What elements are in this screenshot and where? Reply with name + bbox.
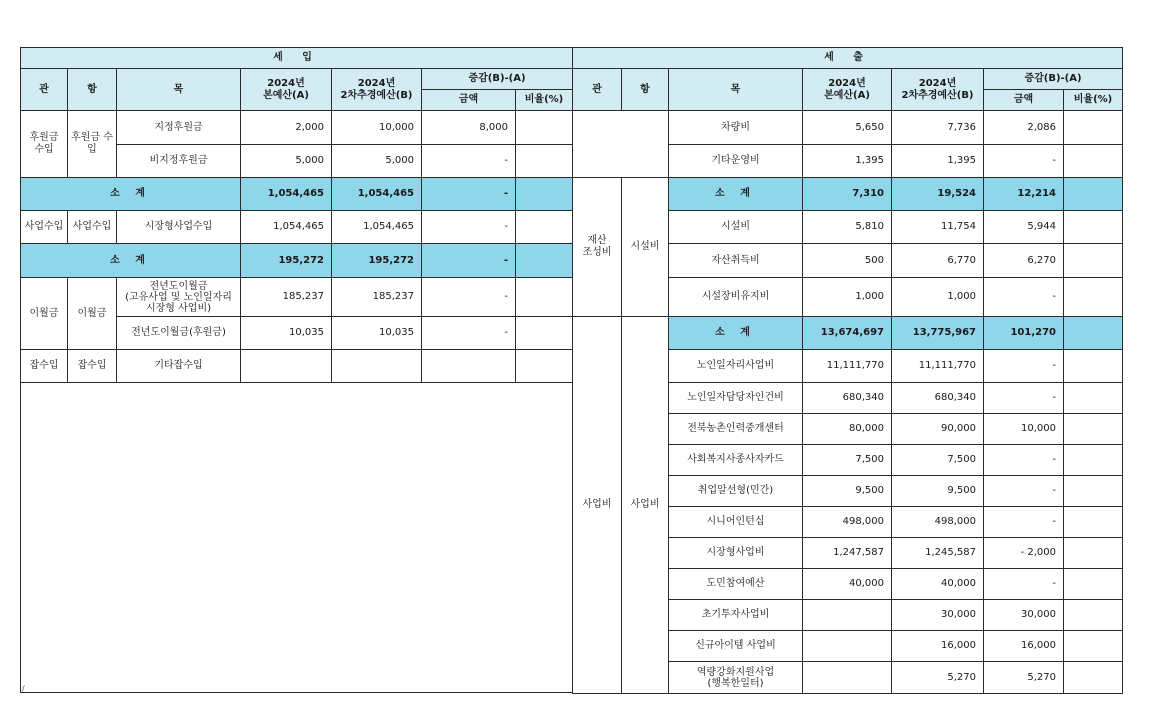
cell-amount: 2,086 (984, 111, 1064, 145)
cell-ratio (1064, 278, 1123, 317)
cell-mok: 시설장비유지비 (669, 278, 803, 317)
cell-hang: 잡수입 (68, 350, 117, 383)
cell-budget-b: 1,000 (892, 278, 984, 317)
cell-budget-b: 13,775,967 (892, 317, 984, 350)
cell-budget-b: 1,395 (892, 145, 984, 178)
cell-budget-a: 7,310 (803, 178, 892, 211)
cell-amount: - (422, 145, 516, 178)
cell-budget-a: 5,000 (241, 145, 332, 178)
cell-budget-b: 6,770 (892, 244, 984, 278)
cell-budget-b: 185,237 (332, 278, 422, 317)
cell-amount: 101,270 (984, 317, 1064, 350)
col-budget-b-line1: 2024년 (918, 77, 957, 89)
cell-budget-b: 40,000 (892, 569, 984, 600)
cell-amount: - (984, 476, 1064, 507)
cell-budget-a: 40,000 (803, 569, 892, 600)
cell-ratio (1064, 244, 1123, 278)
col-budget-a-line1: 2024년 (828, 77, 866, 89)
empty-cell (21, 383, 573, 693)
cell-mok: 전년도이월금(후원금) (117, 317, 241, 350)
cell-ratio (1064, 350, 1123, 383)
cell-gwan: 후원금 수입 (21, 111, 68, 178)
col-ratio: 비율(%) (516, 90, 573, 111)
col-ratio: 비율(%) (1064, 90, 1123, 111)
cell-mok: 시장형사업수입 (117, 211, 241, 244)
table-row (21, 350, 573, 383)
subtotal-label: 소 계 (669, 317, 803, 350)
col-hang: 항 (622, 69, 669, 111)
cell-gwan: 사업수입 (21, 211, 68, 244)
expense-title: 세 출 (573, 48, 1123, 69)
cell-budget-b: 5,270 (892, 662, 984, 694)
cell-budget-a (803, 600, 892, 631)
cell-ratio (1064, 211, 1123, 244)
cell-mok-line2: (고유사업 및 노인일자리 (125, 291, 232, 303)
cell-budget-a: 1,247,587 (803, 538, 892, 569)
cell-budget-b: 1,245,587 (892, 538, 984, 569)
cell-mok (669, 662, 803, 694)
cell-budget-a: 10,035 (241, 317, 332, 350)
cell-hang: 이월금 (68, 278, 117, 350)
col-budget-a (803, 69, 892, 111)
empty-area (21, 383, 573, 693)
cell-budget-b: 7,500 (892, 445, 984, 476)
subtotal-row (573, 178, 1123, 211)
cell-budget-b: 1,054,465 (332, 211, 422, 244)
col-budget-a (241, 69, 332, 111)
cell-budget-b (332, 350, 422, 383)
col-budget-a-line1: 2024년 (267, 77, 305, 89)
cell-budget-b: 9,500 (892, 476, 984, 507)
table-row (21, 278, 573, 317)
cell-mok (117, 278, 241, 317)
cell-mok: 신규아이템 사업비 (669, 631, 803, 662)
cell-budget-b: 11,754 (892, 211, 984, 244)
cell-amount: 10,000 (984, 414, 1064, 445)
cell-mok: 사회복지사종사자카드 (669, 445, 803, 476)
col-diff: 증감(B)-(A) (984, 69, 1123, 90)
cell-budget-b: 7,736 (892, 111, 984, 145)
cell-ratio (516, 244, 573, 278)
cell-mok: 노인일자담당자인건비 (669, 383, 803, 414)
cell-mok: 취업알선형(민간) (669, 476, 803, 507)
income-table (20, 47, 573, 693)
table-row (573, 111, 1123, 145)
cell-gwan: 재산 조성비 (573, 178, 622, 317)
cell-budget-a: 11,111,770 (803, 350, 892, 383)
cell-ratio (1064, 569, 1123, 600)
cell-amount: 5,270 (984, 662, 1064, 694)
cell-mok: 비지정후원금 (117, 145, 241, 178)
cell-budget-a: 1,054,465 (241, 178, 332, 211)
cell-ratio (1064, 662, 1123, 694)
cell-ratio (1064, 631, 1123, 662)
cell-budget-b: 10,035 (332, 317, 422, 350)
col-budget-b-line2: 2차추경예산(B) (901, 89, 974, 101)
cell-amount: 8,000 (422, 111, 516, 145)
cell-budget-b: 19,524 (892, 178, 984, 211)
cell-hang: 사업수입 (68, 211, 117, 244)
cell-amount: - (422, 244, 516, 278)
cell-budget-b: 11,111,770 (892, 350, 984, 383)
cell-budget-a: 9,500 (803, 476, 892, 507)
cell-budget-b: 195,272 (332, 244, 422, 278)
cell-amount: - (984, 507, 1064, 538)
cell-ratio (1064, 383, 1123, 414)
cell-budget-b: 16,000 (892, 631, 984, 662)
cell-mok: 기타운영비 (669, 145, 803, 178)
subtotal-label: 소 계 (21, 178, 241, 211)
subtotal-label: 소 계 (21, 244, 241, 278)
cell-mok: 시니어인턴십 (669, 507, 803, 538)
cell-budget-b: 1,054,465 (332, 178, 422, 211)
cell-ratio (516, 145, 573, 178)
cell-mok-line3: 시장형 사업비) (145, 302, 212, 314)
cell-gwan: 사업비 (573, 317, 622, 694)
cell-ratio (1064, 414, 1123, 445)
table-row (21, 211, 573, 244)
col-hang: 항 (68, 69, 117, 111)
cell-budget-a: 1,054,465 (241, 211, 332, 244)
cell-ratio (516, 317, 573, 350)
cell-budget-a: 498,000 (803, 507, 892, 538)
cell-budget-b: 90,000 (892, 414, 984, 445)
col-budget-b (892, 69, 984, 111)
cell-ratio (516, 178, 573, 211)
cell-amount: - (984, 350, 1064, 383)
table-row (21, 111, 573, 145)
cell-amount: - (422, 178, 516, 211)
col-budget-b (332, 69, 422, 111)
expense-table (572, 47, 1123, 694)
budget-sheet (20, 47, 1122, 694)
col-gwan: 관 (21, 69, 68, 111)
cell-ratio (1064, 178, 1123, 211)
cell-ratio (1064, 600, 1123, 631)
income-title: 세 입 (21, 48, 573, 69)
cell-mok-line1: 전년도이월금 (149, 280, 208, 292)
cell-mok: 시설비 (669, 211, 803, 244)
cell-ratio (1064, 111, 1123, 145)
cell-hang: 사업비 (622, 317, 669, 694)
col-gwan: 관 (573, 69, 622, 111)
cell-budget-a: 80,000 (803, 414, 892, 445)
cell-budget-a: 185,237 (241, 278, 332, 317)
cell-amount (422, 350, 516, 383)
cell-ratio (1064, 445, 1123, 476)
cell-ratio (516, 111, 573, 145)
cell-amount: 5,944 (984, 211, 1064, 244)
cell-ratio (1064, 507, 1123, 538)
col-diff: 증감(B)-(A) (422, 69, 573, 90)
cell-amount: - (422, 317, 516, 350)
cell-budget-a: 1,395 (803, 145, 892, 178)
cell-mok: 전북농촌인력중개센터 (669, 414, 803, 445)
col-mok: 목 (117, 69, 241, 111)
cell-amount: - (984, 278, 1064, 317)
cell-amount: - (422, 278, 516, 317)
col-mok: 목 (669, 69, 803, 111)
cell-budget-b: 5,000 (332, 145, 422, 178)
cell-ratio (1064, 145, 1123, 178)
cell-mok: 노인일자리사업비 (669, 350, 803, 383)
cell-budget-a: 1,000 (803, 278, 892, 317)
subtotal-label: 소 계 (669, 178, 803, 211)
col-budget-a-line2: 본예산(A) (263, 89, 309, 101)
cell-gwan: 잡수입 (21, 350, 68, 383)
cell-amount: 12,214 (984, 178, 1064, 211)
cell-budget-b: 498,000 (892, 507, 984, 538)
cell-gwan: 이월금 (21, 278, 68, 350)
cell-amount: - (984, 569, 1064, 600)
subtotal-row (21, 244, 573, 278)
cell-amount: 16,000 (984, 631, 1064, 662)
cell-ratio (516, 278, 573, 317)
cell-amount: 30,000 (984, 600, 1064, 631)
cell-ratio (1064, 538, 1123, 569)
cell-amount: - (422, 211, 516, 244)
cell-amount: - (984, 383, 1064, 414)
cell-mok: 차량비 (669, 111, 803, 145)
cell-amount: - (984, 445, 1064, 476)
cell-amount: - (984, 145, 1064, 178)
cell-mok: 시장형사업비 (669, 538, 803, 569)
cell-budget-a: 195,272 (241, 244, 332, 278)
cell-ratio (516, 211, 573, 244)
cell-hang: 후원금 수입 (68, 111, 117, 178)
cell-budget-a: 13,674,697 (803, 317, 892, 350)
cell-mok: 기타잡수입 (117, 350, 241, 383)
col-amount: 금액 (422, 90, 516, 111)
cell-budget-a: 500 (803, 244, 892, 278)
cell-ratio (1064, 476, 1123, 507)
cell-mok-line1: 역량강화지원사업 (696, 666, 775, 678)
col-budget-a-line2: 본예산(A) (824, 89, 870, 101)
subtotal-row (21, 178, 573, 211)
subtotal-row (573, 317, 1123, 350)
cell-budget-a: 5,650 (803, 111, 892, 145)
cell-budget-a (803, 631, 892, 662)
cell-amount: - 2,000 (984, 538, 1064, 569)
cell-budget-a (241, 350, 332, 383)
cell-mok: 자산취득비 (669, 244, 803, 278)
cell-budget-a: 5,810 (803, 211, 892, 244)
cell-budget-a: 7,500 (803, 445, 892, 476)
cell-amount: 6,270 (984, 244, 1064, 278)
cell-ratio (516, 350, 573, 383)
scan-mark: / (22, 684, 25, 693)
cell-mok-line2: (행복한일터) (707, 677, 764, 689)
col-budget-b-line2: 2차추경예산(B) (340, 89, 413, 101)
cell-budget-b: 10,000 (332, 111, 422, 145)
cell-budget-b: 30,000 (892, 600, 984, 631)
cell-budget-a: 680,340 (803, 383, 892, 414)
cell-hang: 시설비 (622, 178, 669, 317)
col-budget-b-line1: 2024년 (357, 77, 396, 89)
cell-budget-b: 680,340 (892, 383, 984, 414)
cell-empty (573, 111, 669, 178)
cell-budget-a (803, 662, 892, 694)
col-amount: 금액 (984, 90, 1064, 111)
cell-mok: 도민참여예산 (669, 569, 803, 600)
cell-mok: 지정후원금 (117, 111, 241, 145)
cell-budget-a: 2,000 (241, 111, 332, 145)
cell-ratio (1064, 317, 1123, 350)
cell-mok: 초기투자사업비 (669, 600, 803, 631)
